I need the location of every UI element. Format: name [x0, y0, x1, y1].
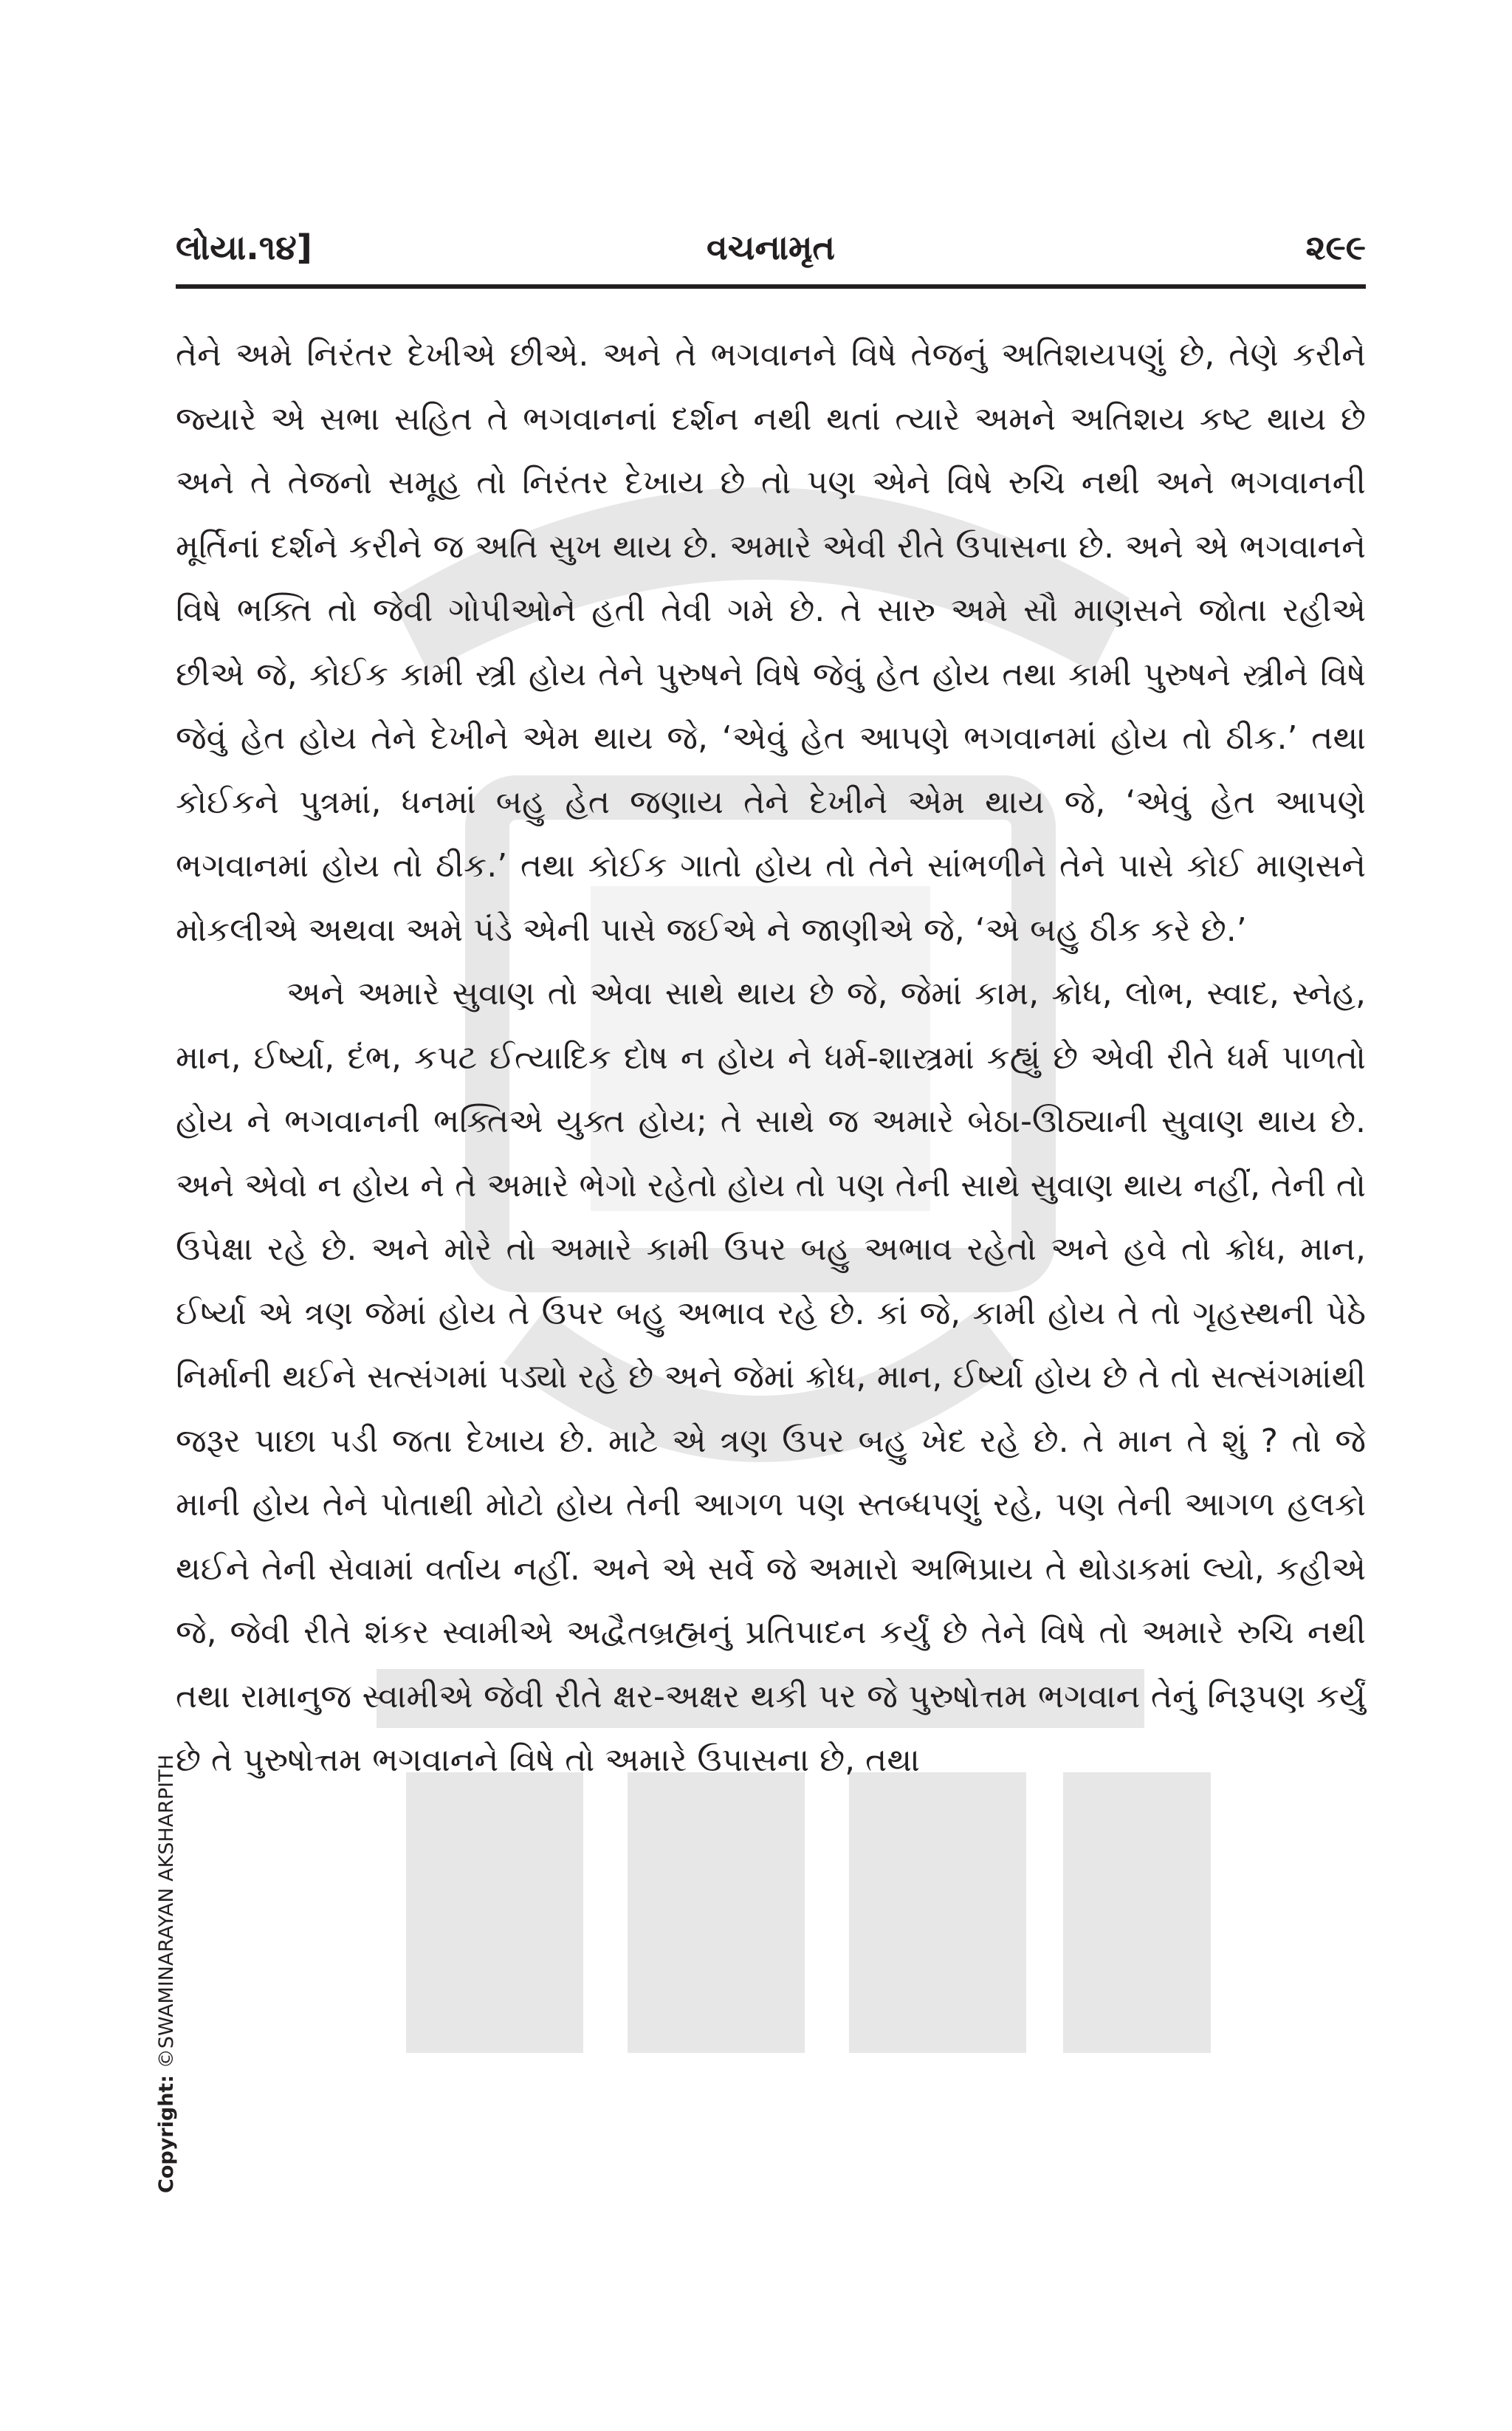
- copyright-label: Copyright:: [155, 2074, 178, 2193]
- main-text: [176, 323, 1366, 1793]
- copyright-holder: ©SWAMINARAYAN AKSHARPITH: [155, 1754, 178, 2069]
- page-number: ૨૯૯: [1305, 227, 1366, 267]
- paragraph: તેને અમે નિરંતર દેખીએ છીએ. અને તે ભગવાનને વિષે તેજનું અતિશયપણું છે, તેણે કરીને જ્યારે એ સભા સહિત તે ભગવાનનાં દર્શન નથી થતાં ત્યારે અમને અતિશય કષ્ટ થાય છે અને તે તેજનો સમૂહ તો નિરંતર દેખાય છે તો પણ એને વિષે રુચિ નથી અને ભગવાનની મૂર્તિનાં દર્શને કરીને જ અતિ સુખ થાય છે. અમારે એવી રીતે ઉપાસના છે. અને એ ભગવાનને વિષે ભક્તિ તો જેવી ગોપીઓને હતી તેવી ગમે છે. તે સારુ અમે સૌ માણસને જોતા રહીએ છીએ જે, કોઈક કામી સ્ત્રી હોય તેને પુરુષને વિષે જેવું હેત હોય તથા કામી પુરુષને સ્ત્રીને વિષે જેવું હેત હોય તેને દેખીને એમ થાય જે, ‘એવું હેત આપણે ભગવાનમાં હોય તો ઠીક.’ તથા કોઈકને પુત્રમાં, ધનમાં બહુ હેત જણાય તેને દેખીને એમ થાય જે, ‘એવું હેત આપણે ભગવાનમાં હોય તો ઠીક.’ તથા કોઈક ગાતો હોય તો તેને સાંભળીને તેને પાસે કોઈ માણસને મોકલીએ અથવા અમે પંડે એની પાસે જઈએ ને જાણીએ જે, ‘એ બહુ ઠીક કરે છે.’: [176, 336, 1366, 949]
- copyright-notice: [155, 1755, 178, 2193]
- running-header: [176, 218, 1366, 277]
- header-rule: [176, 284, 1366, 289]
- paragraph: અને અમારે સુવાણ તો એવા સાથે થાય છે જે, જેમાં કામ, ક્રોધ, લોભ, સ્વાદ, સ્નેહ, માન, ઈર્ષ્યા, દંભ, કપટ ઈત્યાદિક દોષ ન હોય ને ધર્મ-શાસ્ત્રમાં કહ્યું છે એવી રીતે ધર્મ પાળતો હોય ને ભગવાનની ભક્તિએ યુક્ત હોય; તે સાથે જ અમારે બેઠા-ઊઠ્યાની સુવાણ થાય છે. અને એવો ન હોય ને તે અમારે ભેગો રહેતો હોય તો પણ તેની સાથે સુવાણ થાય નહીં, તેની તો ઉપેક્ષા રહે છે. અને મોરે તો અમારે કામી ઉપર બહુ અભાવ રહેતો અને હવે તો ક્રોધ, માન, ઈર્ષ્યા એ ત્રણ જેમાં હોય તે ઉપર બહુ અભાવ રહે છે. કાં જે, કામી હોય તે તો ગૃહસ્થની પેઠે નિર્માની થઈને સત્સંગમાં પડ્યો રહે છે અને જેમાં ક્રોધ, માન, ઈર્ષ્યા હોય છે તે તો સત્સંગમાંથી જરૂર પાછા પડી જતા દેખાય છે. માટે એ ત્રણ ઉપર બહુ ખેદ રહે છે. તે માન તે શું ? તો જે માની હોય તેને પોતાથી મોટો હોય તેની આગળ પણ સ્તબ્ધપણું રહે, પણ તેની આગળ હલકો થઈને તેની સેવામાં વર્તાય નહીં. અને એ સર્વે જે અમારો અભિપ્રાય તે થોડાકમાં લ્યો, કહીએ જે, જેવી રીતે શંકર સ્વામીએ અદ્વૈતબ્રહ્મનું પ્રતિપાદન કર્યું છે તેને વિષે તો અમારે રુચિ નથી તથા રામાનુજ સ્વામીએ જેવી રીતે ક્ષર-અક્ષર થકી પર જે પુરુષોત્તમ ભગવાન તેનું નિરૂપણ કર્યું છે તે પુરુષોત્તમ ભગવાનને વિષે તો અમારે ઉપાસના છે, તથા: [176, 975, 1366, 1779]
- section-reference: લોયા.૧૪]: [176, 227, 312, 267]
- book-title: વચનામૃત: [707, 227, 835, 267]
